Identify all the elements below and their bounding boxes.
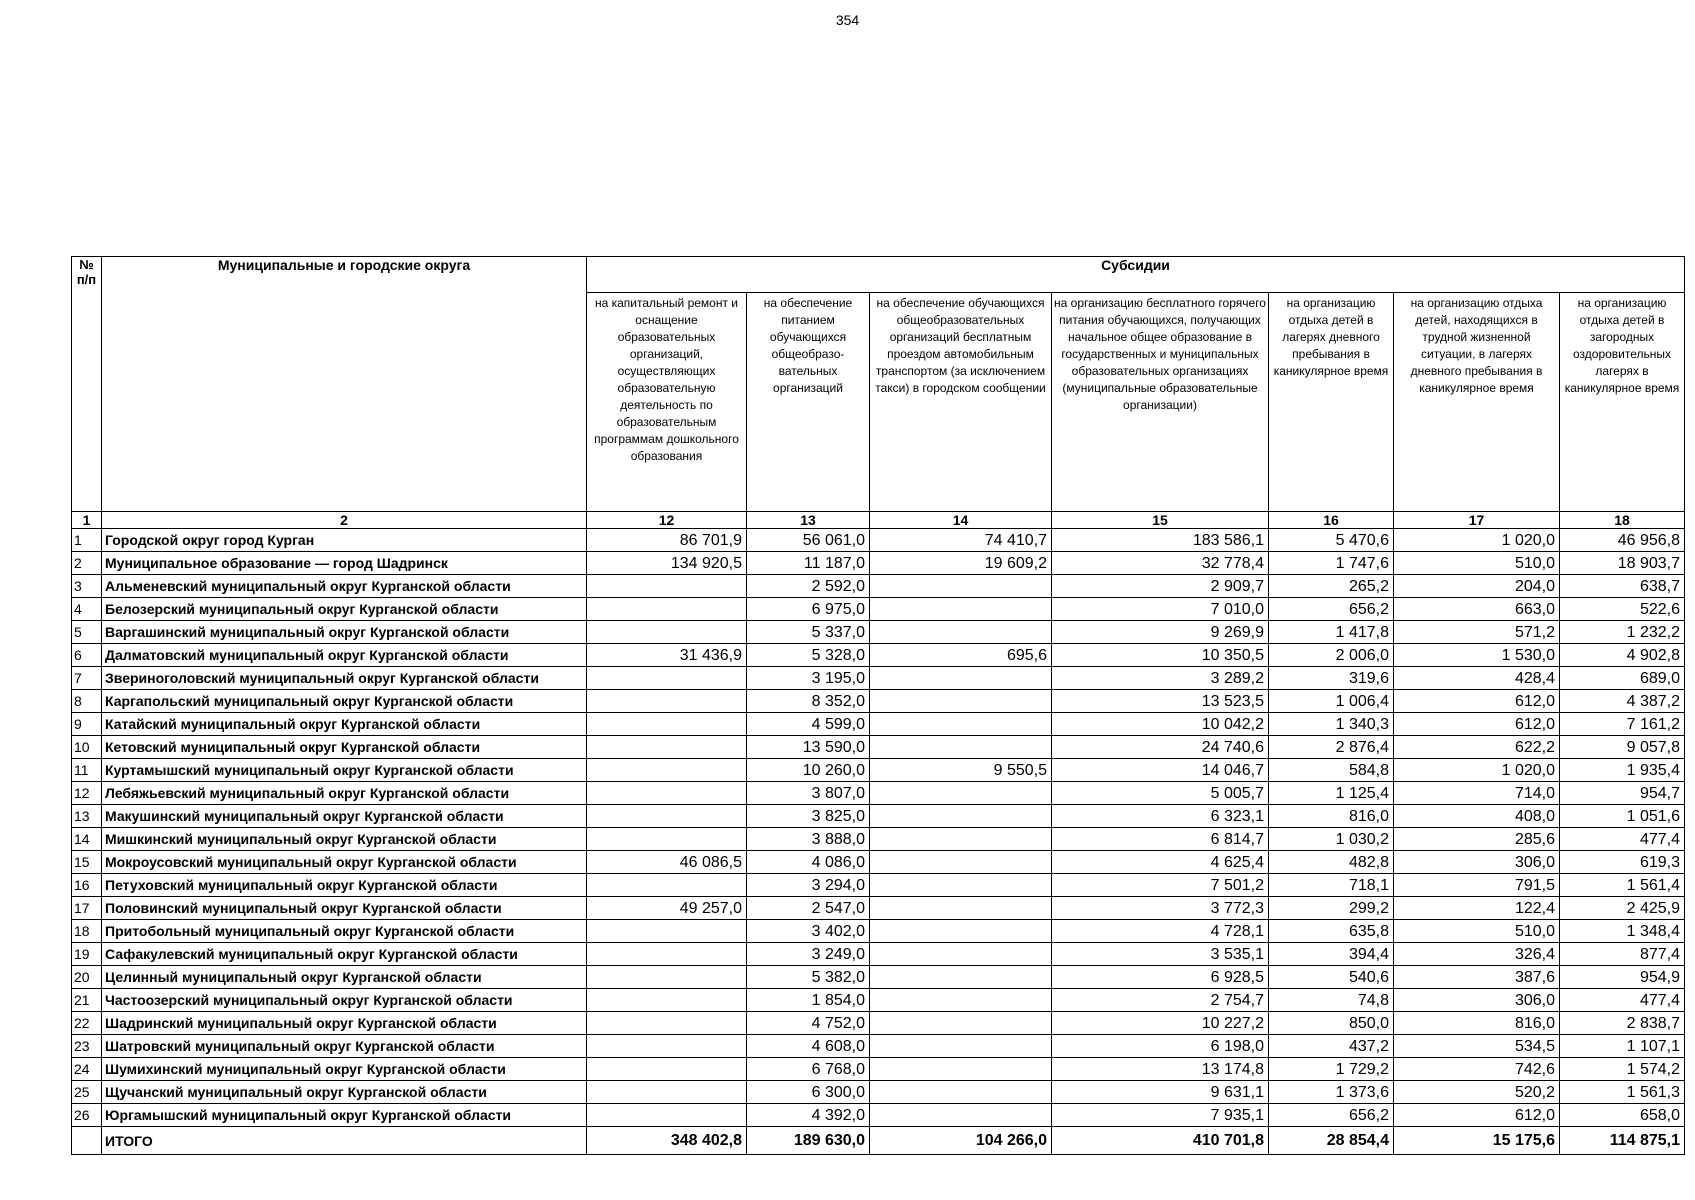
subsidy-value: 7 161,2 (1560, 713, 1685, 736)
subsidy-value: 695,6 (870, 644, 1052, 667)
subsidy-value (870, 989, 1052, 1012)
subsidy-value: 387,6 (1394, 966, 1560, 989)
row-number: 15 (72, 851, 102, 874)
row-number: 21 (72, 989, 102, 1012)
table-row (72, 1035, 1685, 1058)
subsidy-value: 5 470,6 (1269, 529, 1394, 552)
subsidy-value: 306,0 (1394, 989, 1560, 1012)
subsidy-value: 477,4 (1560, 989, 1685, 1012)
subsidy-value: 1 340,3 (1269, 713, 1394, 736)
table-row (72, 621, 1685, 644)
row-number: 17 (72, 897, 102, 920)
row-number: 13 (72, 805, 102, 828)
subsidy-value: 4 608,0 (747, 1035, 870, 1058)
subsidy-value: 477,4 (1560, 828, 1685, 851)
row-number: 12 (72, 782, 102, 805)
subsidy-value: 1 561,4 (1560, 874, 1685, 897)
subsidy-value: 540,6 (1269, 966, 1394, 989)
okrug-name: Катайский муниципальный округ Курганской области (102, 713, 587, 736)
subsidy-value: 5 005,7 (1052, 782, 1269, 805)
subsidy-value: 285,6 (1394, 828, 1560, 851)
okrug-name: Варгашинский муниципальный округ Курганской области (102, 621, 587, 644)
num-header: № п/п (72, 257, 102, 512)
table-row (72, 851, 1685, 874)
subsidy-value: 2 006,0 (1269, 644, 1394, 667)
subsidy-value: 635,8 (1269, 920, 1394, 943)
subsidy-value: 1 417,8 (1269, 621, 1394, 644)
row-number: 16 (72, 874, 102, 897)
okrug-name: Шумихинский муниципальный округ Курганской области (102, 1058, 587, 1081)
okrug-name: Макушинский муниципальный округ Курганской области (102, 805, 587, 828)
subsidy-value: 13 590,0 (747, 736, 870, 759)
col-header-hot-meals: на организацию бесплатного горячего питания обучающихся, получающих начальное общее образование в государственных и муниципальных образовательных организациях (муниципальные образовательные организации) (1052, 293, 1269, 512)
subsidy-value: 24 740,6 (1052, 736, 1269, 759)
subsidy-value: 306,0 (1394, 851, 1560, 874)
subsidy-value: 46 956,8 (1560, 529, 1685, 552)
subsidy-value (870, 667, 1052, 690)
col-number: 2 (102, 512, 587, 529)
subsidy-value: 3 535,1 (1052, 943, 1269, 966)
subsidy-value: 1 125,4 (1269, 782, 1394, 805)
subsidy-value: 1 020,0 (1394, 529, 1560, 552)
subsidy-value: 1 574,2 (1560, 1058, 1685, 1081)
subsidy-value (870, 575, 1052, 598)
subsidy-value: 7 010,0 (1052, 598, 1269, 621)
okrug-name: Городской округ город Курган (102, 529, 587, 552)
total-row-number (72, 1127, 102, 1155)
okrug-name: Шатровский муниципальный округ Курганской области (102, 1035, 587, 1058)
table-row (72, 552, 1685, 575)
subsidy-value (587, 690, 747, 713)
row-number: 1 (72, 529, 102, 552)
subsidies-table (71, 256, 1685, 1155)
total-value: 15 175,6 (1394, 1127, 1560, 1155)
subsidy-value: 3 772,3 (1052, 897, 1269, 920)
subsidy-value: 1 373,6 (1269, 1081, 1394, 1104)
subsidy-value: 1 348,4 (1560, 920, 1685, 943)
subsidy-value: 1 232,2 (1560, 621, 1685, 644)
row-number: 24 (72, 1058, 102, 1081)
subsidy-value: 265,2 (1269, 575, 1394, 598)
subsidy-value (870, 966, 1052, 989)
subsidy-value: 3 289,2 (1052, 667, 1269, 690)
okrug-name: Половинский муниципальный округ Курганской области (102, 897, 587, 920)
subsidy-value: 7 501,2 (1052, 874, 1269, 897)
subsidy-value: 5 382,0 (747, 966, 870, 989)
subsidy-value: 4 599,0 (747, 713, 870, 736)
subsidy-value: 522,6 (1560, 598, 1685, 621)
table-row (72, 874, 1685, 897)
subsidy-value (870, 1058, 1052, 1081)
col-number: 18 (1560, 512, 1685, 529)
subsidy-value: 954,7 (1560, 782, 1685, 805)
subsidy-value (587, 920, 747, 943)
subsidy-value (587, 598, 747, 621)
subsidy-value: 9 269,9 (1052, 621, 1269, 644)
col-number: 13 (747, 512, 870, 529)
okrug-name: Муниципальное образование — город Шадринск (102, 552, 587, 575)
row-number: 23 (72, 1035, 102, 1058)
table-row (72, 897, 1685, 920)
subsidy-value (587, 759, 747, 782)
row-number: 19 (72, 943, 102, 966)
subsidy-value: 134 920,5 (587, 552, 747, 575)
subsidy-value: 1 935,4 (1560, 759, 1685, 782)
subsidy-value (870, 1104, 1052, 1127)
subsidy-value: 510,0 (1394, 920, 1560, 943)
subsidy-value: 3 402,0 (747, 920, 870, 943)
subsidy-value: 10 227,2 (1052, 1012, 1269, 1035)
subsidy-value (870, 897, 1052, 920)
subsidy-value: 482,8 (1269, 851, 1394, 874)
total-value: 189 630,0 (747, 1127, 870, 1155)
table-row (72, 828, 1685, 851)
total-value: 410 701,8 (1052, 1127, 1269, 1155)
subsidy-value: 663,0 (1394, 598, 1560, 621)
subsidy-value (587, 1012, 747, 1035)
row-number: 25 (72, 1081, 102, 1104)
okrug-name: Притобольный муниципальный округ Курганской области (102, 920, 587, 943)
subsidy-value: 11 187,0 (747, 552, 870, 575)
row-number: 2 (72, 552, 102, 575)
subsidy-value: 5 337,0 (747, 621, 870, 644)
subsidy-value: 74 410,7 (870, 529, 1052, 552)
subsidy-value: 3 888,0 (747, 828, 870, 851)
okrug-name: Звериноголовский муниципальный округ Курганской области (102, 667, 587, 690)
subsidy-value (870, 713, 1052, 736)
okrug-name: Сафакулевский муниципальный округ Курганской области (102, 943, 587, 966)
subsidy-value: 31 436,9 (587, 644, 747, 667)
subsidy-value: 718,1 (1269, 874, 1394, 897)
subsidy-value: 571,2 (1394, 621, 1560, 644)
row-number: 9 (72, 713, 102, 736)
subsidy-value: 56 061,0 (747, 529, 870, 552)
subsidy-value: 2 547,0 (747, 897, 870, 920)
subsidy-value: 656,2 (1269, 598, 1394, 621)
subsidy-value (870, 828, 1052, 851)
table-row (72, 805, 1685, 828)
table-row (72, 1058, 1685, 1081)
subsidy-value: 658,0 (1560, 1104, 1685, 1127)
col-number: 15 (1052, 512, 1269, 529)
col-header-country-camps: на организацию отдыха детей в загородных оздоровительных лагерях в каникулярное время (1560, 293, 1685, 512)
subsidy-value: 1 030,2 (1269, 828, 1394, 851)
subsidy-value: 9 057,8 (1560, 736, 1685, 759)
subsidy-value (587, 1058, 747, 1081)
col-header-transport: на обеспечение обучающихся общеобразовательных организаций бесплатным проездом автомобильным транспортом (за исключением такси) в городском сообщении (870, 293, 1052, 512)
table-row (72, 598, 1685, 621)
subsidy-value (587, 805, 747, 828)
subsidy-value: 10 042,2 (1052, 713, 1269, 736)
subsidy-value: 46 086,5 (587, 851, 747, 874)
subsidy-value (870, 805, 1052, 828)
okrug-name: Каргапольский муниципальный округ Курганской области (102, 690, 587, 713)
subsidy-value (587, 667, 747, 690)
okrug-name: Целинный муниципальный округ Курганской области (102, 966, 587, 989)
subsidy-value: 319,6 (1269, 667, 1394, 690)
subsidy-value: 8 352,0 (747, 690, 870, 713)
subsidy-value: 6 300,0 (747, 1081, 870, 1104)
subsidy-value: 326,4 (1394, 943, 1560, 966)
subsidy-value (870, 1012, 1052, 1035)
col-header-day-camps: на организацию отдыха детей в лагерях дневного пребывания в каникулярное время (1269, 293, 1394, 512)
row-number: 11 (72, 759, 102, 782)
subsidy-value: 2 876,4 (1269, 736, 1394, 759)
table-row (72, 759, 1685, 782)
col-number: 1 (72, 512, 102, 529)
subsidy-value: 850,0 (1269, 1012, 1394, 1035)
subsidy-value: 2 425,9 (1560, 897, 1685, 920)
subsidy-value: 520,2 (1394, 1081, 1560, 1104)
subsidy-value: 122,4 (1394, 897, 1560, 920)
subsidy-value (587, 713, 747, 736)
okrug-name: Куртамышский муниципальный округ Курганской области (102, 759, 587, 782)
subsidy-value (870, 690, 1052, 713)
subsidy-value (587, 1035, 747, 1058)
okrug-name: Шадринский муниципальный округ Курганской области (102, 1012, 587, 1035)
row-number: 6 (72, 644, 102, 667)
col-number: 17 (1394, 512, 1560, 529)
row-number: 3 (72, 575, 102, 598)
row-number: 10 (72, 736, 102, 759)
total-value: 104 266,0 (870, 1127, 1052, 1155)
subsidy-value: 394,4 (1269, 943, 1394, 966)
subsidy-value: 18 903,7 (1560, 552, 1685, 575)
subsidy-value: 32 778,4 (1052, 552, 1269, 575)
okrug-name: Щучанский муниципальный округ Курганской области (102, 1081, 587, 1104)
table-row (72, 644, 1685, 667)
table-row (72, 782, 1685, 805)
subsidy-value: 6 768,0 (747, 1058, 870, 1081)
okrug-name: Юргамышский муниципальный округ Курганской области (102, 1104, 587, 1127)
okrug-name: Петуховский муниципальный округ Курганской области (102, 874, 587, 897)
row-number: 18 (72, 920, 102, 943)
subsidy-value (587, 989, 747, 1012)
row-number: 7 (72, 667, 102, 690)
subsidy-value: 954,9 (1560, 966, 1685, 989)
subsidy-value (870, 874, 1052, 897)
subsidy-value: 612,0 (1394, 690, 1560, 713)
subsidy-value (587, 1081, 747, 1104)
table-row (72, 1012, 1685, 1035)
subsidy-value: 6 814,7 (1052, 828, 1269, 851)
col-number: 12 (587, 512, 747, 529)
subsidy-value: 14 046,7 (1052, 759, 1269, 782)
table-row (72, 1104, 1685, 1127)
row-number: 4 (72, 598, 102, 621)
table-row (72, 966, 1685, 989)
subsidy-value (587, 621, 747, 644)
subsidy-value: 622,2 (1394, 736, 1560, 759)
table-row (72, 736, 1685, 759)
subsidy-value: 4 387,2 (1560, 690, 1685, 713)
subsidy-value: 4 086,0 (747, 851, 870, 874)
subsidy-value (870, 782, 1052, 805)
col-number: 14 (870, 512, 1052, 529)
total-row (72, 1127, 1685, 1155)
row-number: 20 (72, 966, 102, 989)
subsidy-value: 1 107,1 (1560, 1035, 1685, 1058)
subsidy-value: 408,0 (1394, 805, 1560, 828)
subsidy-value: 183 586,1 (1052, 529, 1269, 552)
subsidy-value: 4 625,4 (1052, 851, 1269, 874)
subsidy-value: 6 928,5 (1052, 966, 1269, 989)
subsidy-value (587, 874, 747, 897)
subsidy-value: 299,2 (1269, 897, 1394, 920)
subsidies-header: Субсидии (587, 257, 1685, 293)
subsidy-value: 638,7 (1560, 575, 1685, 598)
table-row (72, 690, 1685, 713)
subsidy-value: 13 174,8 (1052, 1058, 1269, 1081)
col-header-capital-repair: на капитальный ремонт и оснащение образовательных организаций, осуществляющих образовательную деятельность по образовательным программам дошкольного образования (587, 293, 747, 512)
table-row (72, 667, 1685, 690)
subsidy-value: 4 728,1 (1052, 920, 1269, 943)
subsidy-value: 656,2 (1269, 1104, 1394, 1127)
table-row (72, 943, 1685, 966)
subsidy-value (870, 943, 1052, 966)
subsidy-value: 10 260,0 (747, 759, 870, 782)
subsidy-value: 714,0 (1394, 782, 1560, 805)
subsidy-value: 534,5 (1394, 1035, 1560, 1058)
okrug-name: Мокроусовский муниципальный округ Курганской области (102, 851, 587, 874)
subsidy-value: 3 825,0 (747, 805, 870, 828)
subsidy-value: 1 530,0 (1394, 644, 1560, 667)
row-number: 8 (72, 690, 102, 713)
table-row (72, 529, 1685, 552)
subsidy-value (870, 736, 1052, 759)
subsidy-value: 689,0 (1560, 667, 1685, 690)
subsidy-value (587, 575, 747, 598)
subsidy-value (587, 828, 747, 851)
subsidy-value: 1 006,4 (1269, 690, 1394, 713)
total-label: ИТОГО (102, 1127, 587, 1155)
subsidy-value: 1 561,3 (1560, 1081, 1685, 1104)
subsidy-value (587, 736, 747, 759)
subsidy-value: 6 975,0 (747, 598, 870, 621)
subsidy-value: 9 550,5 (870, 759, 1052, 782)
col-header-nutrition: на обеспечение питанием обучающихся общеобразо-вательных организаций (747, 293, 870, 512)
okrug-name: Далматовский муниципальный округ Курганской области (102, 644, 587, 667)
subsidy-value: 816,0 (1394, 1012, 1560, 1035)
subsidy-value: 510,0 (1394, 552, 1560, 575)
subsidy-value: 4 752,0 (747, 1012, 870, 1035)
subsidy-value: 612,0 (1394, 1104, 1560, 1127)
subsidy-value (870, 621, 1052, 644)
subsidy-value (587, 782, 747, 805)
row-number: 22 (72, 1012, 102, 1035)
subsidy-value (870, 1081, 1052, 1104)
table-row (72, 1081, 1685, 1104)
page-number: 354 (835, 12, 860, 28)
subsidy-value: 1 020,0 (1394, 759, 1560, 782)
subsidy-value: 584,8 (1269, 759, 1394, 782)
subsidy-value: 816,0 (1269, 805, 1394, 828)
subsidy-value: 4 392,0 (747, 1104, 870, 1127)
subsidy-value: 1 854,0 (747, 989, 870, 1012)
subsidy-value: 619,3 (1560, 851, 1685, 874)
subsidy-value: 2 838,7 (1560, 1012, 1685, 1035)
subsidy-value: 204,0 (1394, 575, 1560, 598)
row-number: 14 (72, 828, 102, 851)
okrug-name: Лебяжьевский муниципальный округ Курганской области (102, 782, 587, 805)
subsidy-value: 612,0 (1394, 713, 1560, 736)
subsidy-value: 1 051,6 (1560, 805, 1685, 828)
row-number: 26 (72, 1104, 102, 1127)
total-value: 114 875,1 (1560, 1127, 1685, 1155)
table-row (72, 575, 1685, 598)
subsidy-value (587, 966, 747, 989)
subsidy-value: 4 902,8 (1560, 644, 1685, 667)
subsidy-value (870, 1035, 1052, 1058)
total-value: 348 402,8 (587, 1127, 747, 1155)
col-header-difficult-situation: на организацию отдыха детей, находящихся в трудной жизненной ситуации, в лагерях дневного пребывания в каникулярное время (1394, 293, 1560, 512)
subsidy-value: 1 747,6 (1269, 552, 1394, 575)
okrug-name: Мишкинский муниципальный округ Курганской области (102, 828, 587, 851)
subsidy-value: 3 249,0 (747, 943, 870, 966)
row-number: 5 (72, 621, 102, 644)
subsidy-value: 7 935,1 (1052, 1104, 1269, 1127)
subsidy-value: 791,5 (1394, 874, 1560, 897)
subsidy-value: 2 909,7 (1052, 575, 1269, 598)
subsidy-value (870, 920, 1052, 943)
subsidy-value: 9 631,1 (1052, 1081, 1269, 1104)
col-number: 16 (1269, 512, 1394, 529)
subsidy-value: 2 754,7 (1052, 989, 1269, 1012)
subsidy-value: 10 350,5 (1052, 644, 1269, 667)
subsidy-value: 6 323,1 (1052, 805, 1269, 828)
subsidy-value: 437,2 (1269, 1035, 1394, 1058)
subsidy-value (870, 598, 1052, 621)
subsidy-value (587, 1104, 747, 1127)
okrug-header: Муниципальные и городские округа (102, 257, 587, 512)
subsidy-value (587, 943, 747, 966)
subsidy-value: 49 257,0 (587, 897, 747, 920)
subsidy-value: 877,4 (1560, 943, 1685, 966)
subsidy-value: 19 609,2 (870, 552, 1052, 575)
subsidy-value: 428,4 (1394, 667, 1560, 690)
subsidy-value: 3 195,0 (747, 667, 870, 690)
subsidy-value: 2 592,0 (747, 575, 870, 598)
subsidy-value: 6 198,0 (1052, 1035, 1269, 1058)
table-row (72, 713, 1685, 736)
subsidy-value (870, 851, 1052, 874)
subsidy-value: 742,6 (1394, 1058, 1560, 1081)
subsidy-value: 3 294,0 (747, 874, 870, 897)
table-row (72, 989, 1685, 1012)
subsidy-value: 5 328,0 (747, 644, 870, 667)
okrug-name: Частоозерский муниципальный округ Курганской области (102, 989, 587, 1012)
okrug-name: Альменевский муниципальный округ Курганской области (102, 575, 587, 598)
subsidy-value: 86 701,9 (587, 529, 747, 552)
subsidy-value: 13 523,5 (1052, 690, 1269, 713)
subsidy-value: 3 807,0 (747, 782, 870, 805)
total-value: 28 854,4 (1269, 1127, 1394, 1155)
okrug-name: Кетовский муниципальный округ Курганской области (102, 736, 587, 759)
subsidy-value: 1 729,2 (1269, 1058, 1394, 1081)
table-row (72, 920, 1685, 943)
subsidy-value: 74,8 (1269, 989, 1394, 1012)
okrug-name: Белозерский муниципальный округ Курганской области (102, 598, 587, 621)
